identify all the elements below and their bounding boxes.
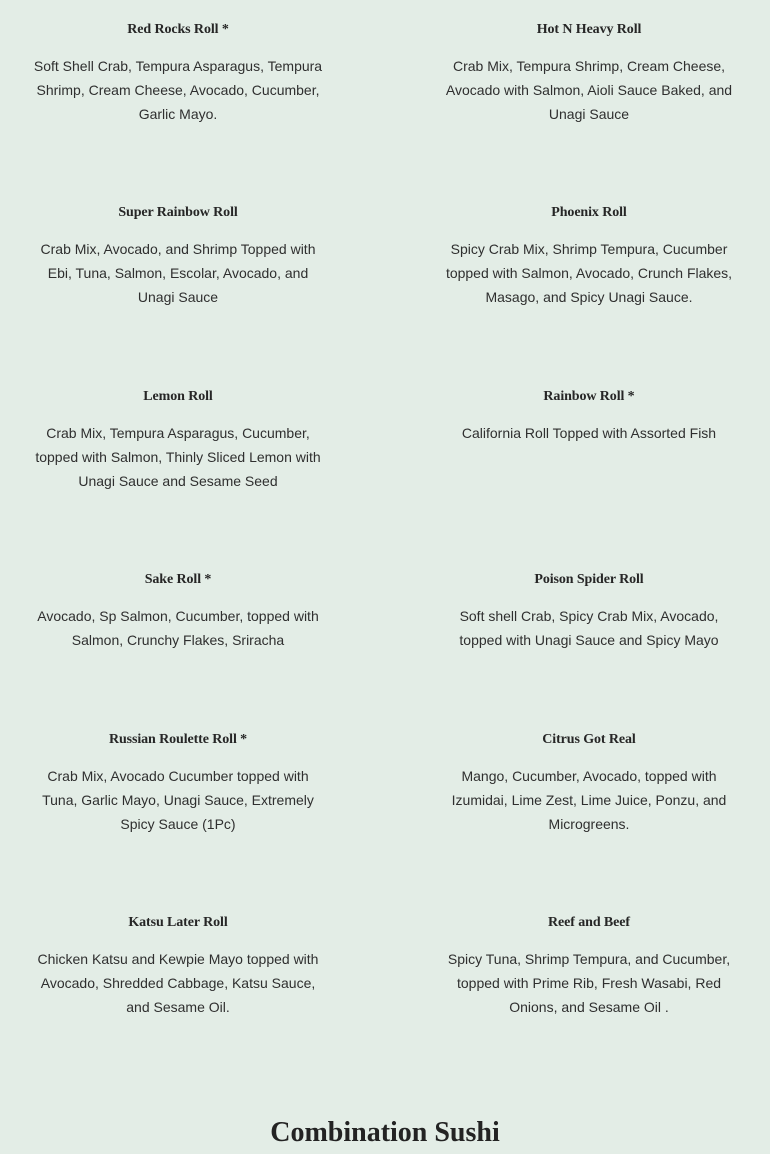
- menu-item-title: Red Rocks Roll *: [127, 22, 229, 37]
- menu-item-lemon-roll: [28, 387, 328, 493]
- menu-item-katsu-later-roll: [28, 913, 328, 1019]
- menu-item-reef-and-beef: [439, 913, 739, 1019]
- menu-item-title: Lemon Roll: [143, 389, 213, 404]
- menu-item-title: Reef and Beef: [548, 915, 630, 930]
- menu-item-description: Crab Mix, Tempura Shrimp, Cream Cheese, Avocado with Salmon, Aioli Sauce Baked, and Unagi Sauce: [445, 58, 733, 122]
- menu-item-poison-spider-roll: [439, 570, 739, 652]
- menu-item-description: Spicy Crab Mix, Shrimp Tempura, Cucumber topped with Salmon, Avocado, Crunch Flakes, Masago, and Spicy Unagi Sauce.: [445, 241, 733, 305]
- menu-item-description: Crab Mix, Tempura Asparagus, Cucumber, topped with Salmon, Thinly Sliced Lemon with Unagi Sauce and Sesame Seed: [35, 425, 321, 489]
- menu-item-rainbow-roll: [439, 387, 739, 445]
- section-heading-combination-sushi: Combination Sushi: [270, 1117, 500, 1148]
- menu-item-description: Chicken Katsu and Kewpie Mayo topped with Avocado, Shredded Cabbage, Katsu Sauce, and Sesame Oil.: [37, 951, 319, 1015]
- menu-item-title: Sake Roll *: [144, 572, 212, 587]
- menu-item-description: Soft shell Crab, Spicy Crab Mix, Avocado, topped with Unagi Sauce and Spicy Mayo: [459, 608, 719, 648]
- menu-item-description: Crab Mix, Avocado, and Shrimp Topped with Ebi, Tuna, Salmon, Escolar, Avocado, and Unagi Sauce: [40, 241, 316, 305]
- menu-item-citrus-got-real: [439, 730, 739, 836]
- menu-item-title: Citrus Got Real: [542, 732, 636, 747]
- menu-item-description: Mango, Cucumber, Avocado, topped with Izumidai, Lime Zest, Lime Juice, Ponzu, and Microgreens.: [451, 768, 727, 832]
- menu-item-sake-roll: [28, 570, 328, 652]
- menu-item-description: California Roll Topped with Assorted Fish: [461, 425, 717, 441]
- menu-item-red-rocks-roll: [28, 20, 328, 126]
- menu-item-title: Rainbow Roll *: [543, 389, 635, 404]
- menu-item-description: Soft Shell Crab, Tempura Asparagus, Tempura Shrimp, Cream Cheese, Avocado, Cucumber, Garlic Mayo.: [33, 58, 323, 122]
- menu-item-description: Crab Mix, Avocado Cucumber topped with Tuna, Garlic Mayo, Unagi Sauce, Extremely Spicy Sauce (1Pc): [42, 768, 314, 832]
- menu-item-title: Hot N Heavy Roll: [536, 22, 642, 37]
- menu-item-russian-roulette-roll: [28, 730, 328, 836]
- menu-item-title: Russian Roulette Roll *: [108, 732, 248, 747]
- menu-item-title: Poison Spider Roll: [534, 572, 644, 587]
- menu-item-phoenix-roll: [439, 203, 739, 309]
- menu-item-hot-n-heavy-roll: [439, 20, 739, 126]
- menu-item-title: Phoenix Roll: [551, 205, 627, 220]
- menu-item-title: Super Rainbow Roll: [118, 205, 238, 220]
- menu-item-title: Katsu Later Roll: [128, 915, 228, 930]
- menu-item-super-rainbow-roll: [28, 203, 328, 309]
- menu-item-description: Avocado, Sp Salmon, Cucumber, topped with Salmon, Crunchy Flakes, Sriracha: [37, 608, 319, 648]
- menu-item-description: Spicy Tuna, Shrimp Tempura, and Cucumber, topped with Prime Rib, Fresh Wasabi, Red Onions, and Sesame Oil .: [447, 951, 731, 1015]
